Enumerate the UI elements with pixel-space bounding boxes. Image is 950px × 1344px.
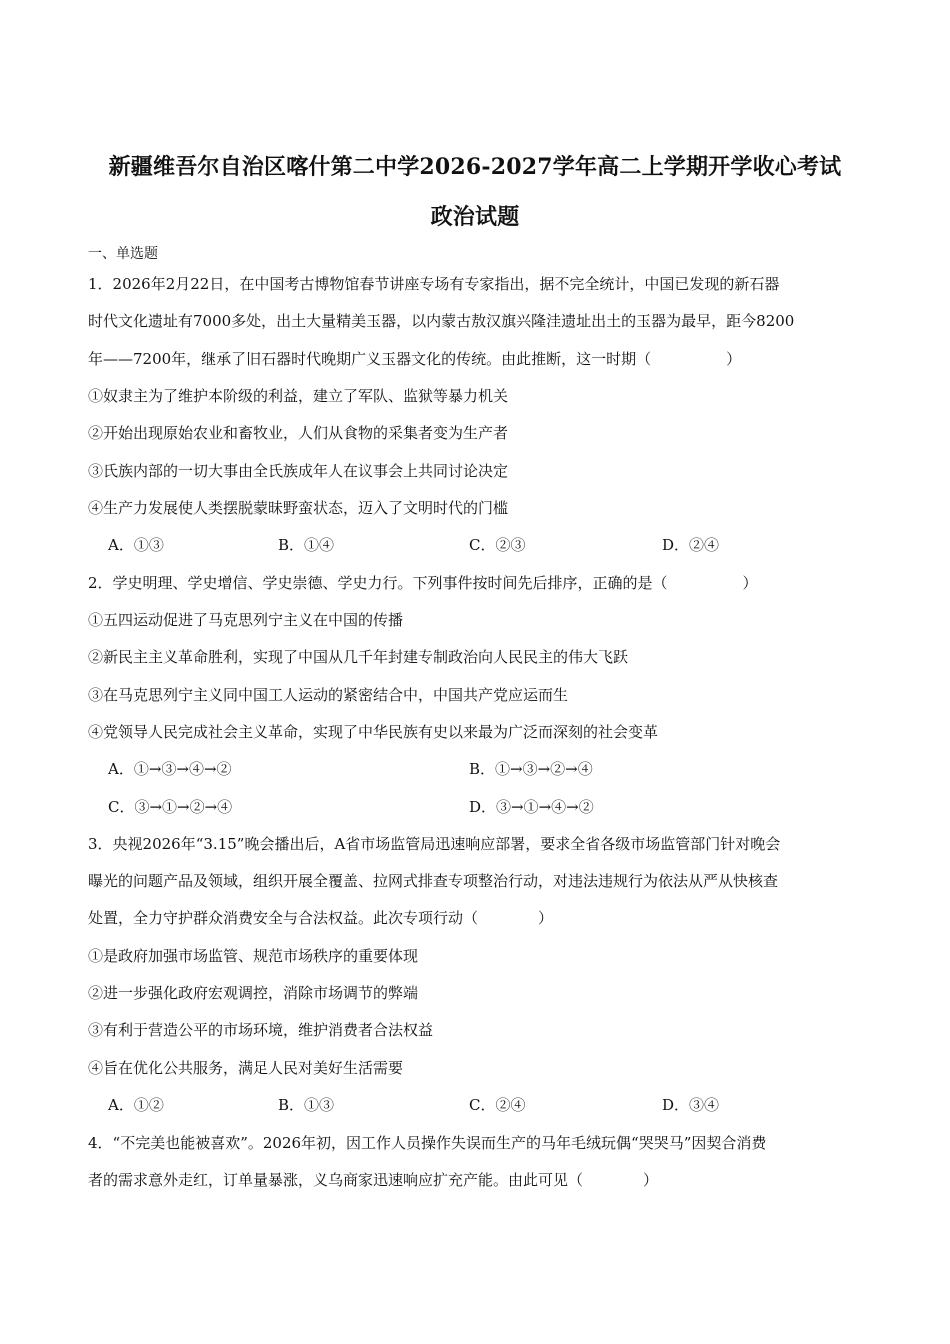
q3-option-b: B．①③ (278, 1096, 335, 1114)
q2-item: ①五四运动促进了马克思列宁主义在中国的传播 (88, 611, 404, 629)
q2-item: ④党领导人民完成社会主义革命，实现了中华民族有史以来最为广泛而深刻的社会变革 (88, 723, 659, 741)
q3-item: ③有利于营造公平的市场环境，维护消费者合法权益 (88, 1021, 434, 1039)
exam-title: 新疆维吾尔自治区喀什第二中学2026-2027学年高二上学期开学收心考试 (108, 154, 842, 180)
q1-item: ③氏族内部的一切大事由全氏族成年人在议事会上共同讨论决定 (88, 462, 509, 480)
q1-option-d: D．②④ (662, 536, 720, 554)
q2-option-b: B．①→③→②→④ (469, 760, 593, 778)
q2-item: ③在马克思列宁主义同中国工人运动的紧密结合中，中国共产党应运而生 (88, 686, 569, 704)
exam-subtitle: 政治试题 (430, 204, 520, 230)
q2-option-a: A．①→③→④→② (108, 760, 232, 778)
q1-stem-line: 年——7200年，继承了旧石器时代晚期广义玉器文化的传统。由此推断，这一时期（ ） (88, 350, 742, 368)
q1-item: ④生产力发展使人类摆脱蒙昧野蛮状态，迈入了文明时代的门槛 (88, 499, 509, 517)
q3-option-c: C．②④ (469, 1096, 526, 1114)
q3-option-d: D．③④ (662, 1096, 720, 1114)
q1-option-b: B．①④ (278, 536, 335, 554)
q3-stem-line: 3．央视2026年“3.15”晚会播出后，A省市场监管局迅速响应部署，要求全省各级市场监管部门针对晚会 (88, 835, 781, 853)
q3-item: ②进一步强化政府宏观调控，消除市场调节的弊端 (88, 984, 419, 1002)
q4-stem-line: 4．“不完美也能被喜欢”。2026年初，因工作人员操作失误而生产的马年毛绒玩偶“哭哭马”因契合消费 (88, 1134, 767, 1152)
q1-option-a: A．①③ (108, 536, 164, 554)
q2-stem-line: 2．学史明理、学史增信、学史崇德、学史力行。下列事件按时间先后排序，正确的是（ ） (88, 574, 758, 592)
q1-stem-line: 1．2026年2月22日，在中国考古博物馆春节讲座专场有专家指出，据不完全统计，中国已发现的新石器 (88, 275, 780, 293)
q1-item: ②开始出现原始农业和畜牧业，人们从食物的采集者变为生产者 (88, 424, 509, 442)
q1-option-c: C．②③ (469, 536, 526, 554)
q2-item: ②新民主主义革命胜利，实现了中国从几千年封建专制政治向人民民主的伟大飞跃 (88, 648, 629, 666)
q1-item: ①奴隶主为了维护本阶级的利益，建立了军队、监狱等暴力机关 (88, 387, 509, 405)
q3-item: ①是政府加强市场监管、规范市场秩序的重要体现 (88, 947, 419, 965)
q2-option-c: C．③→①→②→④ (108, 798, 233, 816)
q1-stem-line: 时代文化遗址有7000多处，出土大量精美玉器，以内蒙古敖汉旗兴隆洼遗址出土的玉器为最早，距今8200 (88, 312, 795, 330)
q4-stem-line: 者的需求意外走红，订单量暴涨，义乌商家迅速响应扩充产能。由此可见（ ） (88, 1171, 659, 1189)
q3-stem-line: 曝光的问题产品及领域，组织开展全覆盖、拉网式排查专项整治行动，对违法违规行为依法从严从快核查 (88, 872, 779, 890)
section-heading: 一、单选题 (88, 246, 158, 262)
q3-option-a: A．①② (108, 1096, 164, 1114)
q2-option-d: D．③→①→④→② (469, 798, 594, 816)
q3-stem-line: 处置，全力守护群众消费安全与合法权益。此次专项行动（ ） (88, 909, 554, 927)
q3-item: ④旨在优化公共服务，满足人民对美好生活需要 (88, 1059, 404, 1077)
